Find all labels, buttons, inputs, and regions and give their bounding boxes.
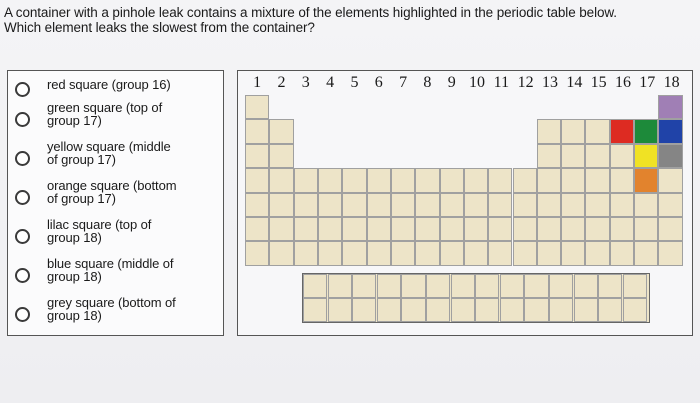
answer-option[interactable] [8, 102, 225, 140]
element-cell [440, 168, 464, 192]
element-cell [318, 217, 342, 241]
f-block-cell [328, 274, 352, 298]
element-cell [269, 144, 293, 168]
element-cell [585, 217, 609, 241]
answer-option[interactable] [8, 219, 225, 257]
highlighted-element-grey [658, 144, 682, 168]
answer-options-panel [7, 70, 224, 336]
f-block-cell [623, 298, 647, 322]
option-label [47, 102, 222, 127]
question-line-2: Which element leaks the slowest from the container? [4, 20, 315, 35]
option-label [47, 297, 222, 322]
element-cell [610, 168, 634, 192]
option-label-line: group 18) [47, 268, 102, 284]
element-cell [658, 168, 682, 192]
element-cell [269, 119, 293, 143]
element-cell [391, 217, 415, 241]
element-cell [318, 193, 342, 217]
element-cell [513, 168, 537, 192]
group-number-row [238, 74, 694, 94]
f-block-cell [451, 274, 475, 298]
group-number: 5 [350, 74, 359, 91]
f-block-cell [500, 298, 524, 322]
element-cell [294, 168, 318, 192]
element-cell [269, 217, 293, 241]
element-cell [488, 241, 512, 265]
option-label [47, 219, 222, 244]
element-cell [245, 217, 269, 241]
element-cell [561, 119, 585, 143]
f-block-cell [549, 274, 573, 298]
element-cell [269, 168, 293, 192]
group-number: 10 [469, 74, 486, 91]
element-cell [440, 193, 464, 217]
radio-button[interactable] [15, 229, 30, 244]
group-number: 18 [663, 74, 680, 91]
group-number: 15 [590, 74, 607, 91]
element-cell [415, 168, 439, 192]
f-block-cell [303, 274, 327, 298]
option-label-line: blue square (middle of [47, 256, 174, 271]
question-text [4, 5, 696, 35]
group-number: 7 [399, 74, 408, 91]
element-cell [585, 241, 609, 265]
radio-button[interactable] [15, 112, 30, 127]
highlighted-element-yellow [634, 144, 658, 168]
group-number: 4 [326, 74, 335, 91]
element-cell [585, 168, 609, 192]
option-label [47, 141, 222, 166]
element-cell [658, 193, 682, 217]
f-block-cell [328, 298, 352, 322]
group-number: 2 [277, 74, 286, 91]
element-cell [318, 241, 342, 265]
periodic-table [237, 70, 693, 336]
answer-option[interactable] [8, 180, 225, 218]
element-cell [294, 217, 318, 241]
f-block-cell [524, 274, 548, 298]
element-cell [537, 193, 561, 217]
f-block-cell [500, 274, 524, 298]
element-cell [585, 193, 609, 217]
element-cell [464, 193, 488, 217]
option-label-line: green square (top of [47, 100, 163, 115]
f-block-cell [549, 298, 573, 322]
element-cell [269, 241, 293, 265]
element-cell [269, 193, 293, 217]
group-number: 8 [423, 74, 432, 91]
highlighted-element-lilac [658, 95, 682, 119]
f-block-cell [524, 298, 548, 322]
option-label-line: red square (group 16) [47, 77, 171, 92]
element-cell [245, 119, 269, 143]
element-cell [245, 144, 269, 168]
group-number: 13 [542, 74, 558, 91]
f-block-cell [426, 274, 450, 298]
element-cell [537, 119, 561, 143]
element-cell [391, 193, 415, 217]
element-cell [658, 217, 682, 241]
element-cell [440, 217, 464, 241]
radio-button[interactable] [15, 151, 30, 166]
element-cell [342, 168, 366, 192]
option-label-line: yellow square (middle [47, 139, 171, 154]
group-number: 1 [253, 74, 262, 91]
element-cell [391, 168, 415, 192]
answer-option[interactable] [8, 297, 225, 335]
element-cell [440, 241, 464, 265]
element-cell [634, 193, 658, 217]
option-label-line: group 17) [47, 112, 102, 128]
element-cell [610, 193, 634, 217]
f-block-cell [352, 298, 376, 322]
radio-button[interactable] [15, 268, 30, 283]
highlighted-element-green [634, 119, 658, 143]
f-block-cell [401, 298, 425, 322]
element-cell [513, 217, 537, 241]
element-cell [464, 241, 488, 265]
element-cell [561, 217, 585, 241]
f-block-cell [574, 298, 598, 322]
f-block-cell [401, 274, 425, 298]
option-label [47, 79, 222, 92]
f-block-cell [475, 298, 499, 322]
element-cell [294, 193, 318, 217]
element-cell [610, 217, 634, 241]
question-line-1: A container with a pinhole leak contains a mixture of the elements highlighted in the periodic table below. [4, 5, 617, 20]
element-cell [367, 193, 391, 217]
element-cell [537, 241, 561, 265]
option-label-line: group 18) [47, 307, 102, 323]
highlighted-element-blue [658, 119, 682, 143]
element-cell [342, 193, 366, 217]
element-cell [342, 241, 366, 265]
element-cell [294, 241, 318, 265]
element-cell [488, 193, 512, 217]
f-block-cell [377, 298, 401, 322]
highlighted-element-orange [634, 168, 658, 192]
element-cell [537, 168, 561, 192]
element-cell [634, 217, 658, 241]
element-cell [513, 241, 537, 265]
element-cell [342, 217, 366, 241]
element-cell [367, 168, 391, 192]
f-block [302, 273, 650, 323]
element-cell [245, 241, 269, 265]
answer-option[interactable] [8, 258, 225, 296]
f-block-cell [377, 274, 401, 298]
element-cell [464, 217, 488, 241]
element-cell [537, 217, 561, 241]
element-cell [585, 144, 609, 168]
element-cell [245, 168, 269, 192]
radio-button[interactable] [15, 82, 30, 97]
highlighted-element-red [610, 119, 634, 143]
option-label-line: of group 17) [47, 151, 116, 167]
element-cell [488, 168, 512, 192]
option-label-line: lilac square (top of [47, 217, 152, 232]
option-label-line: grey square (bottom of [47, 295, 176, 310]
f-block-cell [475, 274, 499, 298]
element-cell [610, 241, 634, 265]
element-cell [658, 241, 682, 265]
group-number: 9 [447, 74, 456, 91]
element-cell [561, 168, 585, 192]
element-cell [464, 168, 488, 192]
element-cell [610, 144, 634, 168]
element-cell [367, 241, 391, 265]
f-block-cell [303, 298, 327, 322]
option-label [47, 258, 222, 283]
element-cell [537, 144, 561, 168]
group-number: 11 [493, 74, 510, 91]
element-cell [488, 217, 512, 241]
element-cell [318, 168, 342, 192]
f-block-cell [574, 274, 598, 298]
f-block-cell [598, 298, 622, 322]
element-cell [367, 217, 391, 241]
element-cell [634, 241, 658, 265]
element-cell [245, 95, 269, 119]
element-cell [513, 193, 537, 217]
element-cell [245, 193, 269, 217]
radio-button[interactable] [15, 190, 30, 205]
f-block-cell [623, 274, 647, 298]
element-cell [415, 241, 439, 265]
group-number: 14 [566, 74, 583, 91]
f-block-cell [451, 298, 475, 322]
group-number: 17 [639, 74, 656, 91]
option-label-line: group 18) [47, 229, 102, 245]
f-block-cell [352, 274, 376, 298]
f-block-cell [598, 274, 622, 298]
element-cell [391, 241, 415, 265]
f-block-cell [426, 298, 450, 322]
option-label-line: of group 17) [47, 190, 116, 206]
option-label-line: orange square (bottom [47, 178, 177, 193]
answer-option[interactable] [8, 141, 225, 179]
group-number: 3 [301, 74, 310, 91]
option-label [47, 180, 222, 205]
radio-button[interactable] [15, 307, 30, 322]
group-number: 12 [517, 74, 534, 91]
element-cell [561, 241, 585, 265]
group-number: 6 [374, 74, 383, 91]
element-cell [561, 193, 585, 217]
group-number: 16 [614, 74, 631, 91]
element-cell [415, 217, 439, 241]
element-cell [415, 193, 439, 217]
element-cell [561, 144, 585, 168]
element-cell [585, 119, 609, 143]
